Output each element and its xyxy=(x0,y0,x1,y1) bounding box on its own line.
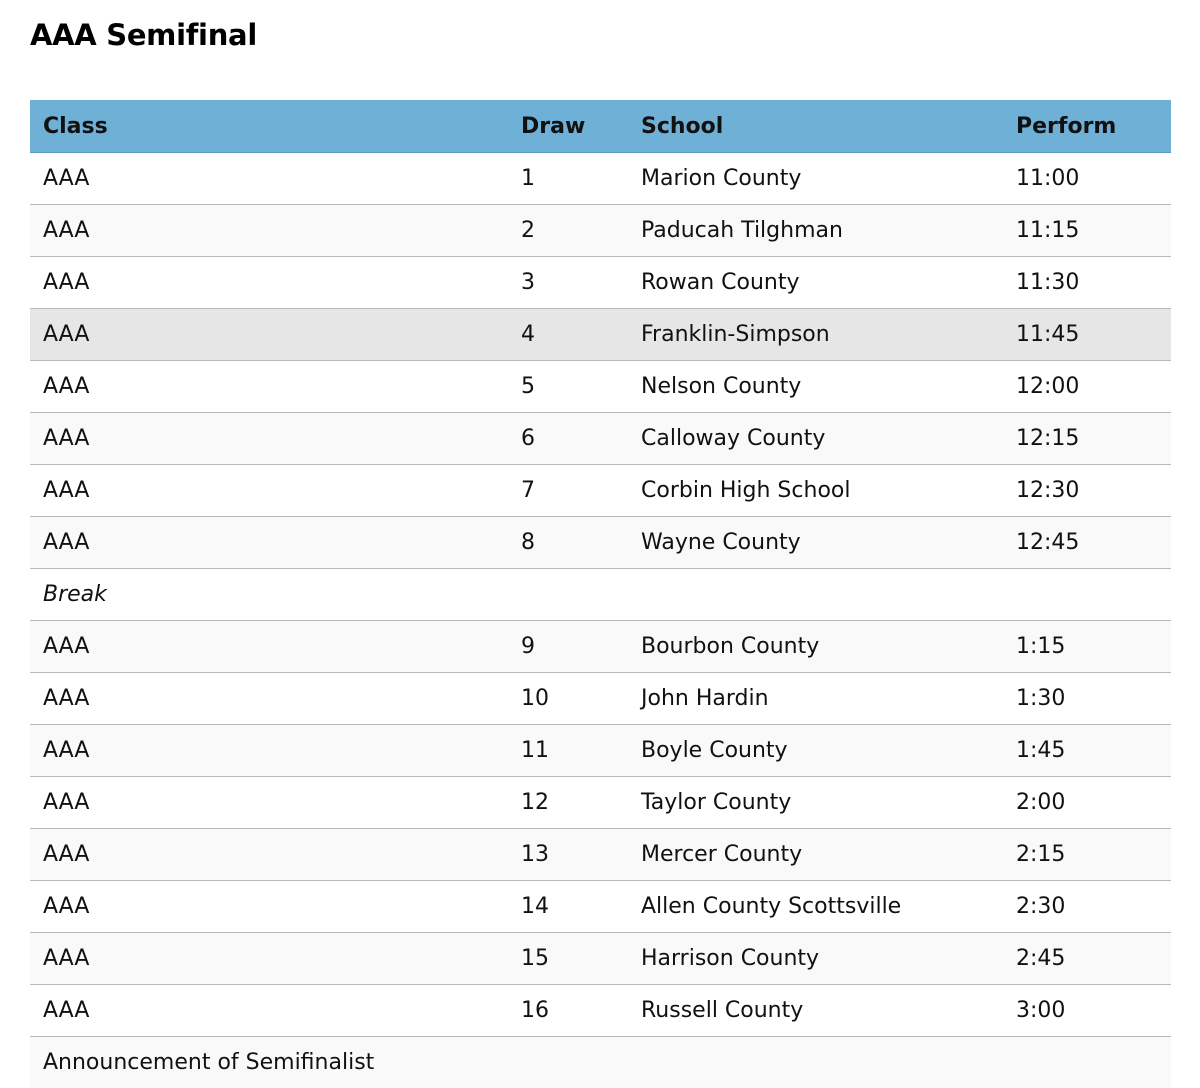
draw-cell: 12 xyxy=(508,777,628,829)
perform-cell: 2:15 xyxy=(1003,829,1171,881)
class-cell: AAA xyxy=(30,413,508,465)
draw-cell: 1 xyxy=(508,153,628,205)
school-cell: Boyle County xyxy=(628,725,1003,777)
table-row-highlighted xyxy=(30,309,1171,361)
table-row xyxy=(30,361,1171,413)
table-row xyxy=(30,725,1171,777)
column-header-class[interactable]: Class xyxy=(30,100,508,153)
table-row xyxy=(30,517,1171,569)
draw-cell: 15 xyxy=(508,933,628,985)
perform-cell: 2:30 xyxy=(1003,881,1171,933)
draw-cell: 4 xyxy=(508,309,628,361)
class-cell: AAA xyxy=(30,621,508,673)
class-cell: AAA xyxy=(30,205,508,257)
column-header-perform[interactable]: Perform xyxy=(1003,100,1171,153)
break-label: Break xyxy=(30,569,508,621)
school-cell: Taylor County xyxy=(628,777,1003,829)
table-body xyxy=(30,153,1171,1088)
empty-cell xyxy=(1003,569,1171,621)
table-header xyxy=(30,100,1171,153)
school-cell: Allen County Scottsville xyxy=(628,881,1003,933)
draw-cell: 10 xyxy=(508,673,628,725)
perform-cell: 11:30 xyxy=(1003,257,1171,309)
perform-cell: 11:00 xyxy=(1003,153,1171,205)
class-cell: AAA xyxy=(30,777,508,829)
draw-cell: 5 xyxy=(508,361,628,413)
perform-cell: 3:00 xyxy=(1003,985,1171,1037)
header-row xyxy=(30,100,1171,153)
perform-cell: 2:00 xyxy=(1003,777,1171,829)
class-cell: AAA xyxy=(30,829,508,881)
perform-cell: 1:45 xyxy=(1003,725,1171,777)
schedule-table xyxy=(30,100,1171,1088)
school-cell: Franklin-Simpson xyxy=(628,309,1003,361)
announcement-label: Announcement of Semifinalist xyxy=(30,1037,508,1088)
table-row xyxy=(30,621,1171,673)
class-cell: AAA xyxy=(30,153,508,205)
draw-cell: 6 xyxy=(508,413,628,465)
draw-cell: 14 xyxy=(508,881,628,933)
table-row xyxy=(30,881,1171,933)
perform-cell: 2:45 xyxy=(1003,933,1171,985)
empty-cell xyxy=(628,569,1003,621)
school-cell: Calloway County xyxy=(628,413,1003,465)
perform-cell: 12:00 xyxy=(1003,361,1171,413)
perform-cell: 1:30 xyxy=(1003,673,1171,725)
school-cell: Bourbon County xyxy=(628,621,1003,673)
column-header-draw[interactable]: Draw xyxy=(508,100,628,153)
draw-cell: 11 xyxy=(508,725,628,777)
class-cell: AAA xyxy=(30,725,508,777)
table-row xyxy=(30,257,1171,309)
school-cell: Wayne County xyxy=(628,517,1003,569)
table-row xyxy=(30,413,1171,465)
school-cell: Russell County xyxy=(628,985,1003,1037)
table-row xyxy=(30,205,1171,257)
class-cell: AAA xyxy=(30,361,508,413)
class-cell: AAA xyxy=(30,257,508,309)
school-cell: Mercer County xyxy=(628,829,1003,881)
draw-cell: 16 xyxy=(508,985,628,1037)
draw-cell: 13 xyxy=(508,829,628,881)
school-cell: Marion County xyxy=(628,153,1003,205)
table-row xyxy=(30,673,1171,725)
class-cell: AAA xyxy=(30,673,508,725)
class-cell: AAA xyxy=(30,881,508,933)
table-row xyxy=(30,985,1171,1037)
table-row xyxy=(30,933,1171,985)
class-cell: AAA xyxy=(30,985,508,1037)
table-row xyxy=(30,465,1171,517)
school-cell: Paducah Tilghman xyxy=(628,205,1003,257)
column-header-school[interactable]: School xyxy=(628,100,1003,153)
school-cell: Harrison County xyxy=(628,933,1003,985)
empty-cell xyxy=(508,569,628,621)
draw-cell: 8 xyxy=(508,517,628,569)
perform-cell: 12:15 xyxy=(1003,413,1171,465)
empty-cell xyxy=(508,1037,628,1088)
page-title: AAA Semifinal xyxy=(30,18,257,52)
announcement-row xyxy=(30,1037,1171,1088)
perform-cell: 12:45 xyxy=(1003,517,1171,569)
draw-cell: 3 xyxy=(508,257,628,309)
empty-cell xyxy=(1003,1037,1171,1088)
class-cell: AAA xyxy=(30,517,508,569)
empty-cell xyxy=(628,1037,1003,1088)
perform-cell: 11:45 xyxy=(1003,309,1171,361)
class-cell: AAA xyxy=(30,309,508,361)
class-cell: AAA xyxy=(30,933,508,985)
draw-cell: 2 xyxy=(508,205,628,257)
draw-cell: 7 xyxy=(508,465,628,517)
class-cell: AAA xyxy=(30,465,508,517)
table-row xyxy=(30,777,1171,829)
table-row xyxy=(30,829,1171,881)
school-cell: Rowan County xyxy=(628,257,1003,309)
draw-cell: 9 xyxy=(508,621,628,673)
perform-cell: 11:15 xyxy=(1003,205,1171,257)
break-row xyxy=(30,569,1171,621)
school-cell: Nelson County xyxy=(628,361,1003,413)
table-row xyxy=(30,153,1171,205)
school-cell: Corbin High School xyxy=(628,465,1003,517)
perform-cell: 12:30 xyxy=(1003,465,1171,517)
perform-cell: 1:15 xyxy=(1003,621,1171,673)
school-cell: John Hardin xyxy=(628,673,1003,725)
